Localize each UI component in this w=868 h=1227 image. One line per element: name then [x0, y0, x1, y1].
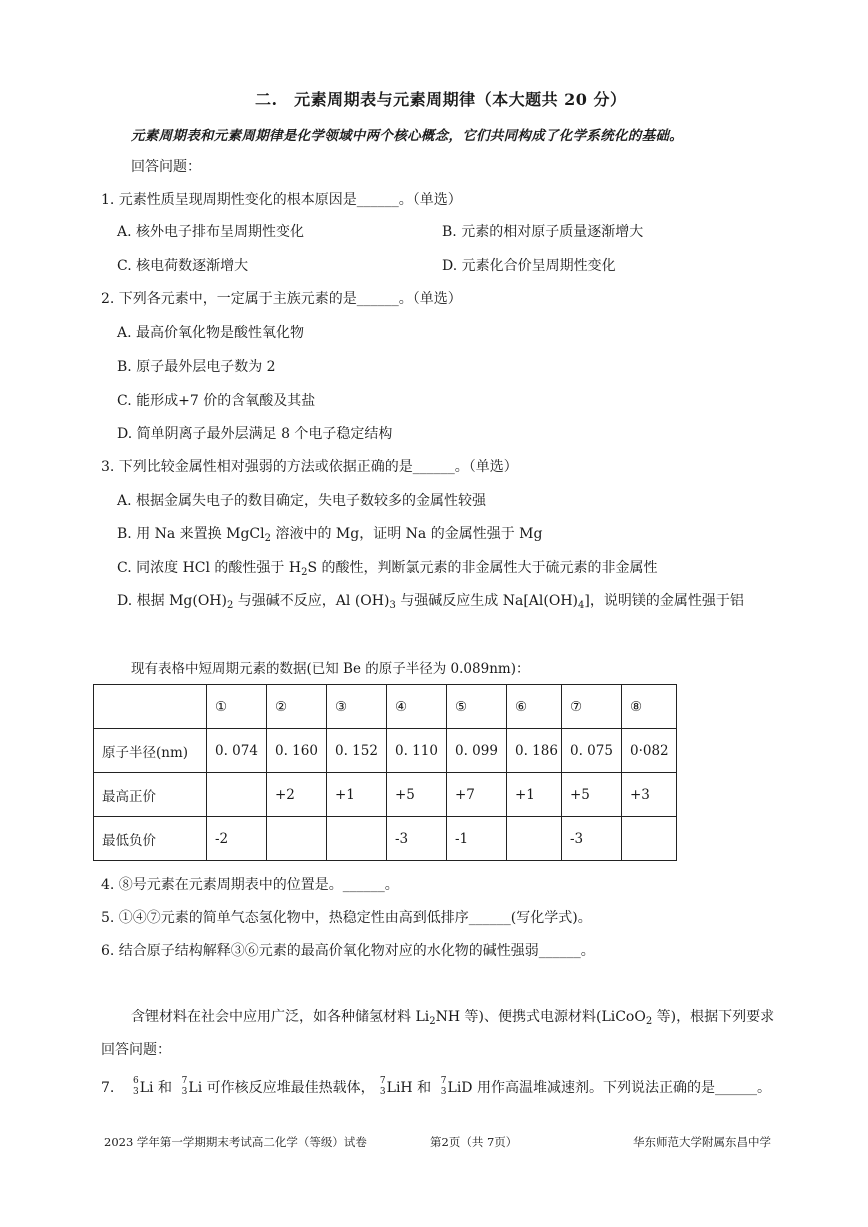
q2-option-d: D. 简单阴离子最外层满足 8 个电子稳定结构	[117, 426, 393, 442]
table-cell: +7	[447, 773, 507, 817]
table-cell: 0·082	[622, 729, 677, 773]
q6-stem: 6. 结合原子结构解释③⑥元素的最高价氧化物对应的水化物的碱性强弱______。	[101, 943, 595, 959]
table-row	[94, 773, 677, 817]
table-cell: -2	[207, 817, 267, 861]
table-cell: 0. 075	[562, 729, 622, 773]
table-cell	[207, 773, 267, 817]
table-cell	[327, 817, 387, 861]
table-cell	[267, 817, 327, 861]
table-cell: 最低负价	[94, 817, 207, 861]
table-cell: +1	[327, 773, 387, 817]
table-cell: -1	[447, 817, 507, 861]
table-cell: ③	[327, 685, 387, 729]
element-data-table	[93, 684, 677, 861]
table-cell: 0. 186	[507, 729, 562, 773]
footer-exam-title: 2023 学年第一学期期末考试高二化学（等级）试卷	[104, 1135, 367, 1149]
table-cell: 最高正价	[94, 773, 207, 817]
lithium-intro-line2: 回答问题：	[101, 1042, 171, 1058]
table-cell	[94, 685, 207, 729]
table-cell: +3	[622, 773, 677, 817]
q4-stem: 4. ⑧号元素在元素周期表中的位置是。______。	[101, 877, 399, 893]
footer-page-number: 第2页（共 7页）	[430, 1135, 518, 1149]
q1-option-b: B. 元素的相对原子质量逐渐增大	[442, 224, 644, 240]
table-cell: -3	[562, 817, 622, 861]
table-cell: ①	[207, 685, 267, 729]
table-intro: 现有表格中短周期元素的数据(已知 Be 的原子半径为 0.089nm)：	[131, 661, 530, 677]
table-cell: ⑤	[447, 685, 507, 729]
footer-school-name: 华东师范大学附属东昌中学	[633, 1135, 771, 1149]
table-cell: +2	[267, 773, 327, 817]
q1-option-d: D. 元素化合价呈周期性变化	[442, 258, 616, 274]
q3-option-c: C. 同浓度 HCl 的酸性强于 $H_2S$ 的酸性，判断氯元素的非金属性大于硫元素的非金属性	[117, 560, 658, 578]
table-cell: +5	[387, 773, 447, 817]
table-cell: +5	[562, 773, 622, 817]
table-cell: ⑥	[507, 685, 562, 729]
q1-option-c: C. 核电荷数逐渐增大	[117, 258, 249, 274]
table-row	[94, 817, 677, 861]
table-cell: +1	[507, 773, 562, 817]
table-cell: 0. 160	[267, 729, 327, 773]
q2-option-b: B. 原子最外层电子数为 2	[117, 359, 276, 375]
q3-option-a: A. 根据金属失电子的数目确定，失电子数较多的金属性较强	[117, 493, 487, 509]
section-title: 二. 元素周期表与元素周期律（本大题共 20 分）	[255, 90, 627, 109]
table-cell: ⑦	[562, 685, 622, 729]
q7-stem: 7. 6 3 Li 和 7 3 Li 可作核反应堆最佳热载体， 7 3 LiH 和 7 3 LiD 用作高温堆减速剂。下列说法正确的是______。	[101, 1076, 771, 1097]
q2-option-c: C. 能形成+7 价的含氧酸及其盐	[117, 393, 316, 409]
table-cell: 0. 110	[387, 729, 447, 773]
table-cell: ②	[267, 685, 327, 729]
q1-option-a: A. 核外电子排布呈周期性变化	[117, 224, 305, 240]
table-row	[94, 729, 677, 773]
answer-prompt: 回答问题：	[131, 159, 201, 175]
q2-stem: 2. 下列各元素中，一定属于主族元素的是______。（单选）	[101, 291, 462, 307]
q5-stem: 5. ①④⑦元素的简单气态氢化物中，热稳定性由高到低排序______(写化学式)。	[101, 910, 592, 926]
table-cell	[507, 817, 562, 861]
q3-option-d: D. 根据 $Mg(OH)_2$ 与强碱不反应，Al $(OH)_3$ 与强碱反应生成 $Na[Al(OH)_4]$，说明镁的金属性强于铝	[117, 593, 744, 611]
q3-option-b: B. 用 Na 来置换 MgCl$_2$ 溶液中的 Mg，证明 Na 的金属性强于 Mg	[117, 526, 543, 544]
table-cell: 0. 099	[447, 729, 507, 773]
table-cell: ④	[387, 685, 447, 729]
table-header-row	[94, 685, 677, 729]
table-cell: -3	[387, 817, 447, 861]
section-intro: 元素周期表和元素周期律是化学领域中两个核心概念，它们共同构成了化学系统化的基础。	[131, 128, 683, 144]
table-cell	[622, 817, 677, 861]
table-cell: ⑧	[622, 685, 677, 729]
q1-stem: 1. 元素性质呈现周期性变化的根本原因是______。（单选）	[101, 192, 462, 208]
q2-option-a: A. 最高价氧化物是酸性氧化物	[117, 325, 305, 341]
table-cell: 0. 152	[327, 729, 387, 773]
table-cell: 原子半径(nm)	[94, 729, 207, 773]
q3-stem: 3. 下列比较金属性相对强弱的方法或依据正确的是______。（单选）	[101, 459, 518, 475]
table-cell: 0. 074	[207, 729, 267, 773]
lithium-intro-line1: 含锂材料在社会中应用广泛，如各种储氢材料 $Li_2NH$ 等)、便携式电源材料(LiCoO$_2$ 等)，根据下列要求	[131, 1009, 775, 1027]
